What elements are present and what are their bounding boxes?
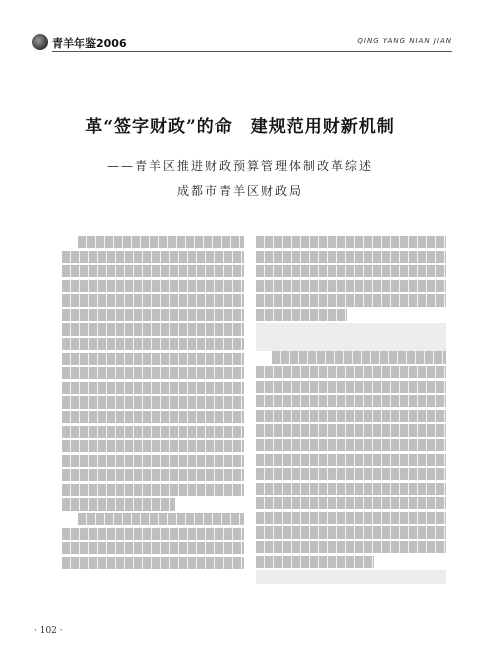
text-line xyxy=(62,323,244,335)
text-line xyxy=(256,309,347,321)
text-line xyxy=(256,251,446,263)
text-line xyxy=(256,410,446,422)
text-line xyxy=(62,309,244,321)
text-line xyxy=(272,351,446,363)
text-line xyxy=(256,280,446,292)
text-line xyxy=(256,294,446,306)
section-heading-2 xyxy=(256,570,446,584)
text-line xyxy=(256,439,446,451)
text-line xyxy=(62,338,244,350)
text-line xyxy=(256,526,446,538)
article-subtitle: ——青羊区推进财政预算管理体制改革综述 xyxy=(106,159,373,173)
running-head: QING YANG NIAN JIAN xyxy=(357,37,452,45)
text-line xyxy=(256,468,446,480)
body-column-left xyxy=(62,236,244,586)
section-heading-1-cont xyxy=(256,337,446,351)
text-line xyxy=(62,469,244,481)
text-line xyxy=(62,353,244,365)
journal-title: 青羊年鉴2006 xyxy=(52,37,127,50)
text-line xyxy=(256,236,446,248)
journal-logo-icon xyxy=(32,34,48,50)
text-line xyxy=(256,483,446,495)
text-line xyxy=(62,528,244,540)
text-line xyxy=(256,395,446,407)
text-line xyxy=(62,484,244,496)
text-line xyxy=(256,366,446,378)
text-line xyxy=(62,367,244,379)
body-column-right xyxy=(256,236,446,586)
text-line xyxy=(62,294,244,306)
text-line xyxy=(62,251,244,263)
text-line xyxy=(62,542,244,554)
text-line xyxy=(62,396,244,408)
header-rule xyxy=(52,51,452,52)
text-line xyxy=(62,382,244,394)
text-line xyxy=(62,426,244,438)
page-number: · 102 · xyxy=(34,626,63,636)
text-line xyxy=(62,455,244,467)
section-heading-1 xyxy=(256,323,446,337)
article-title: 革“签字财政”的命 建规范用财新机制 xyxy=(85,117,395,137)
article-author: 成都市青羊区财政局 xyxy=(176,184,303,198)
text-line xyxy=(78,236,244,248)
text-line xyxy=(256,512,446,524)
text-line xyxy=(256,541,446,553)
text-line xyxy=(62,557,244,569)
text-line xyxy=(256,497,446,509)
text-line xyxy=(256,265,446,277)
text-line xyxy=(78,513,244,525)
text-line xyxy=(62,498,175,510)
text-line xyxy=(62,411,244,423)
text-line xyxy=(62,440,244,452)
journal-header xyxy=(32,34,452,52)
text-line xyxy=(62,265,244,277)
text-line xyxy=(256,556,374,568)
text-line xyxy=(256,454,446,466)
text-line xyxy=(256,424,446,436)
text-line xyxy=(62,280,244,292)
text-line xyxy=(256,381,446,393)
